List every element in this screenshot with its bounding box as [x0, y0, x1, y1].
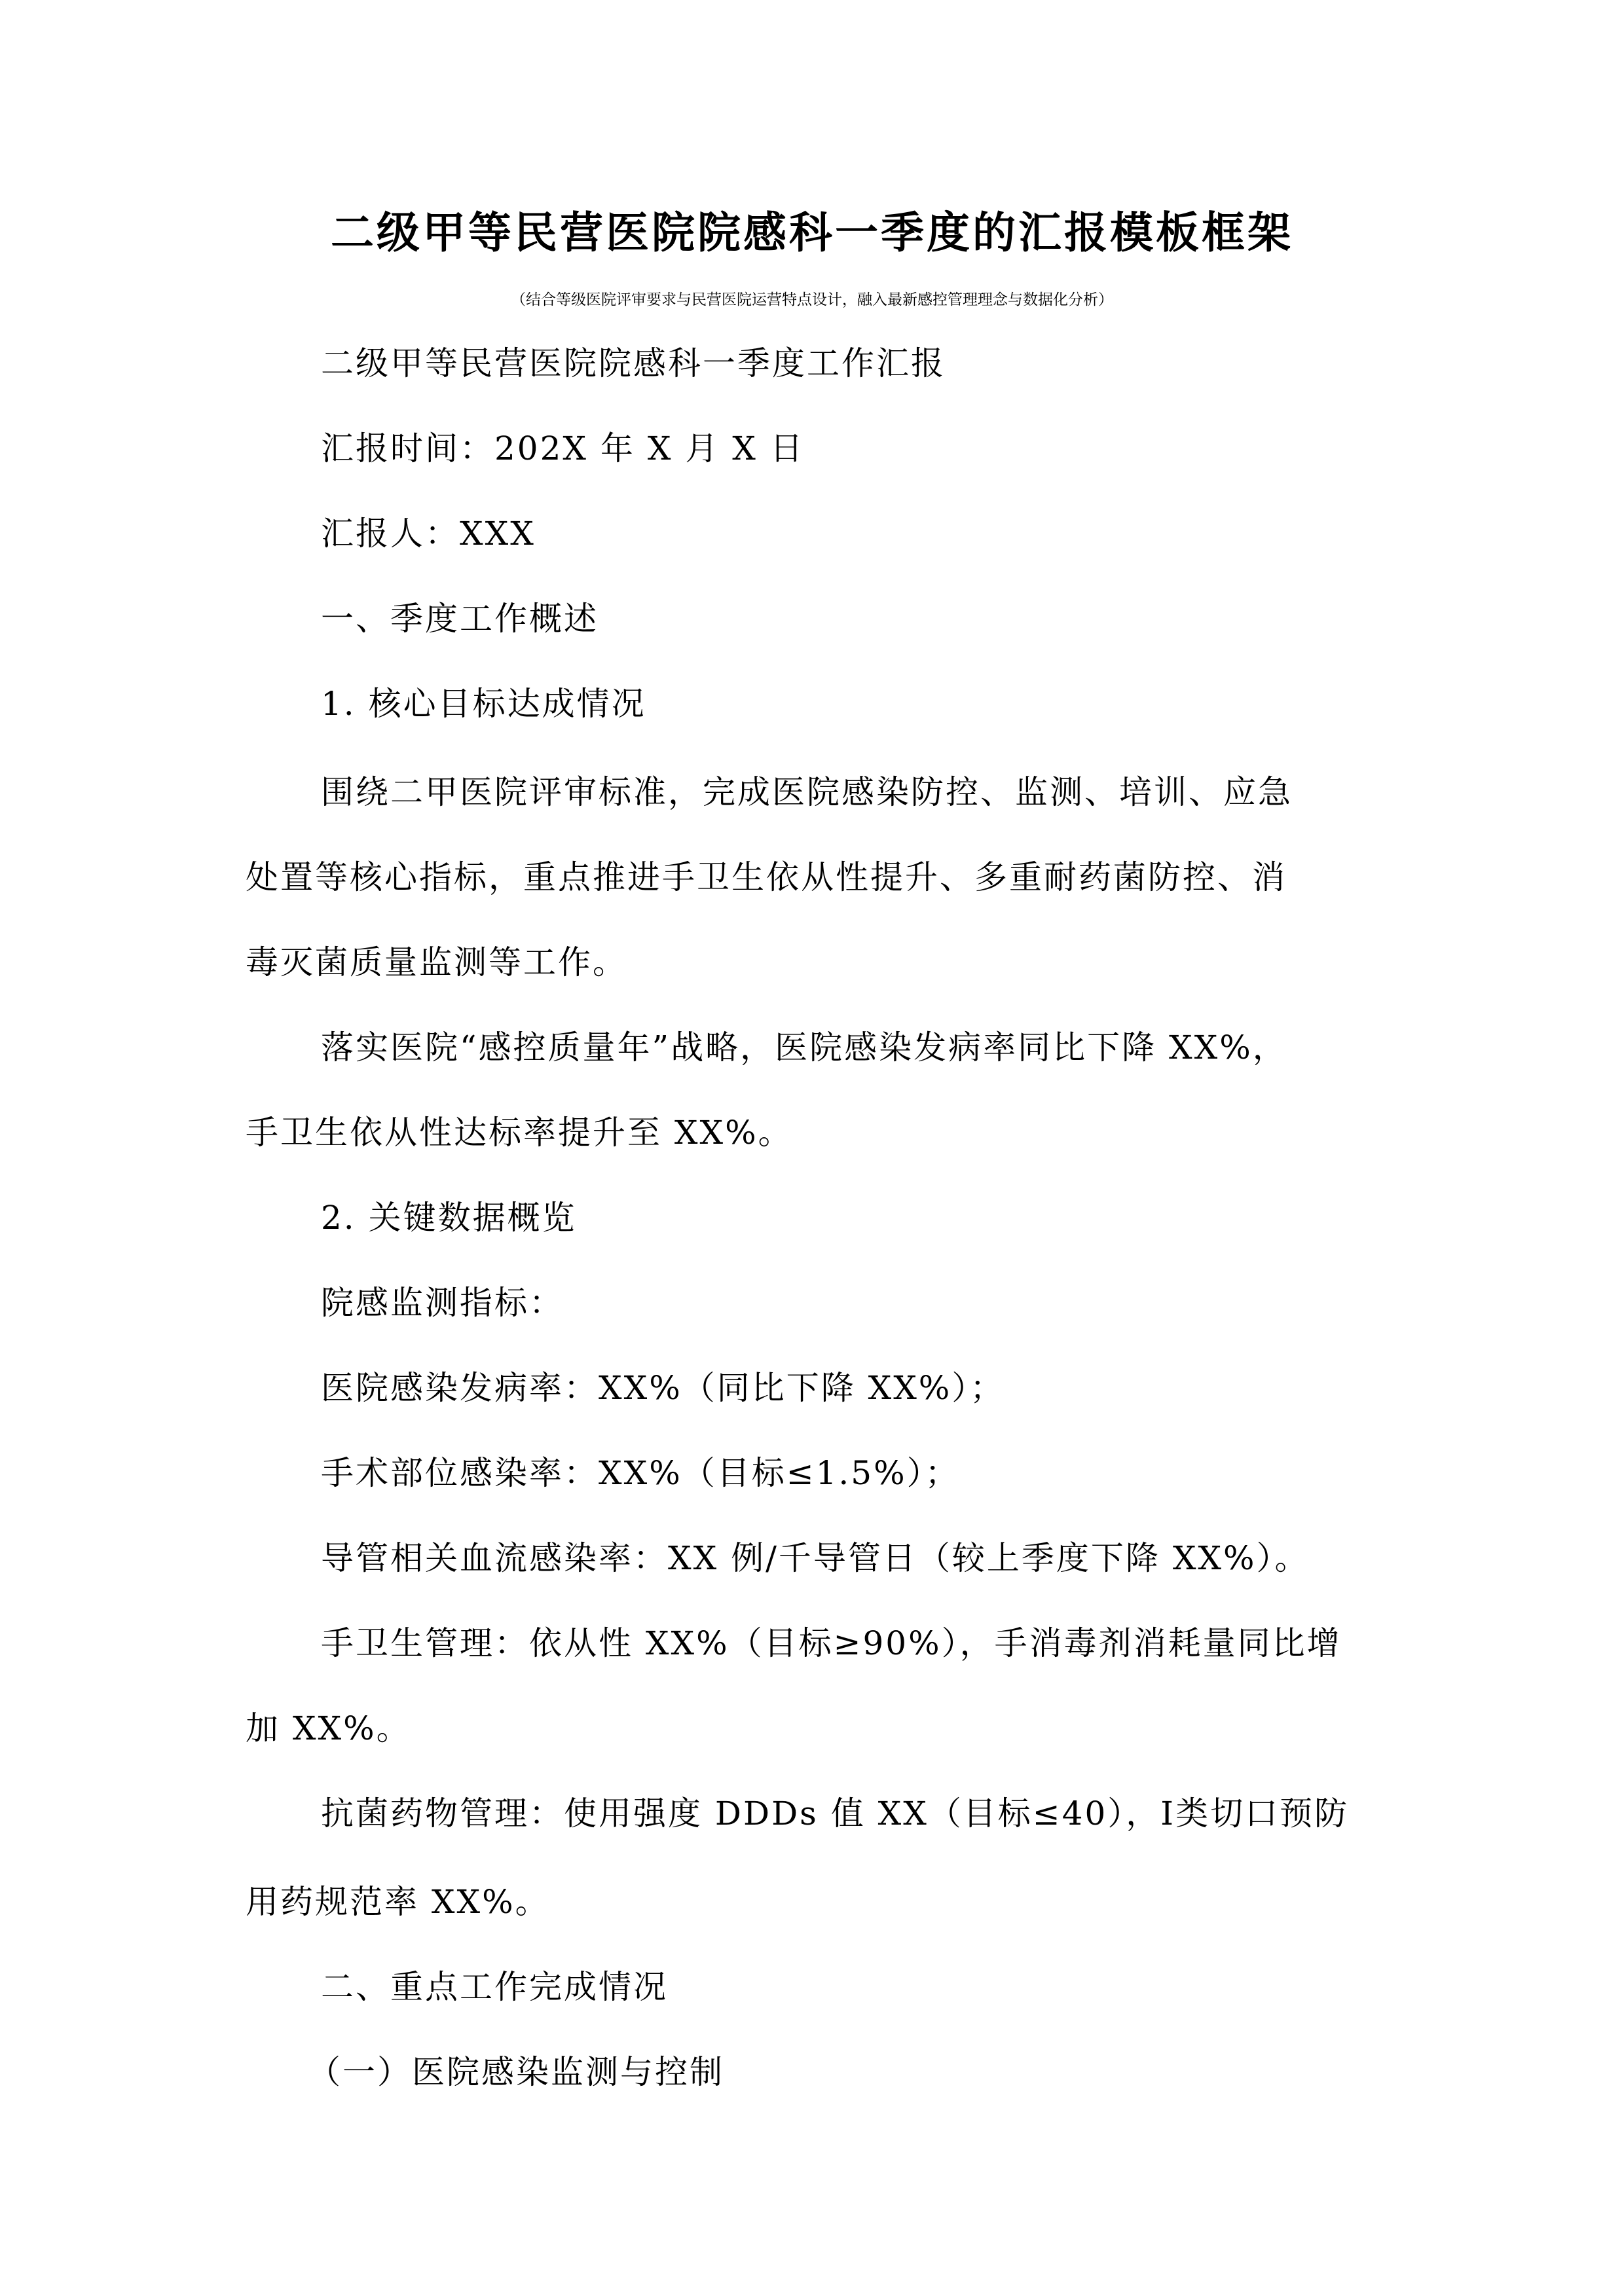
- document-title: 二级甲等民营医院院感科一季度的汇报模板框架: [331, 207, 1293, 258]
- paragraph-line: 毒灭菌质量监测等工作。: [246, 943, 627, 981]
- indicator-item: 抗菌药物管理：使用强度 DDDs 值 XX（目标≤40），Ⅰ类切口预防: [321, 1795, 1350, 1832]
- indicator-item-continued: 用药规范率 XX%。: [246, 1883, 550, 1921]
- document-subtitle: （结合等级医院评审要求与民营医院运营特点设计，融入最新感控管理理念与数据化分析）: [511, 291, 1113, 308]
- report-heading: 二级甲等民营医院院感科一季度工作汇报: [321, 344, 946, 382]
- section-heading-1: 一、季度工作概述: [321, 600, 599, 638]
- reporter: 汇报人：XXX: [321, 515, 536, 553]
- report-date: 汇报时间：202X 年 X 月 X 日: [321, 429, 805, 467]
- subsection-heading-1-1: 1. 核心目标达成情况: [321, 685, 646, 723]
- paragraph-line: 落实医院“感控质量年”战略，医院感染发病率同比下降 XX%，: [321, 1029, 1287, 1066]
- subsection-heading-2-1: （一）医院感染监测与控制: [308, 2053, 724, 2091]
- indicator-item: 导管相关血流感染率：XX 例/千导管日（较上季度下降 XX%）。: [321, 1539, 1310, 1577]
- indicator-item: 手卫生管理：依从性 XX%（目标≥90%），手消毒剂消耗量同比增: [321, 1624, 1342, 1662]
- paragraph-line: 处置等核心指标，重点推进手卫生依从性提升、多重耐药菌防控、消: [246, 858, 1287, 896]
- indicator-item: 医院感染发病率：XX%（同比下降 XX%）；: [321, 1369, 1005, 1407]
- subsection-heading-1-2: 2. 关键数据概览: [321, 1199, 577, 1237]
- paragraph-line: 手卫生依从性达标率提升至 XX%。: [246, 1114, 793, 1152]
- indicator-item: 手术部位感染率：XX%（目标≤1.5%）；: [321, 1454, 960, 1492]
- section-heading-2: 二、重点工作完成情况: [321, 1968, 668, 2006]
- indicator-label: 院感监测指标：: [321, 1284, 564, 1322]
- paragraph-line: 围绕二甲医院评审标准，完成医院感染防控、监测、培训、应急: [321, 773, 1293, 811]
- indicator-item-continued: 加 XX%。: [246, 1709, 411, 1747]
